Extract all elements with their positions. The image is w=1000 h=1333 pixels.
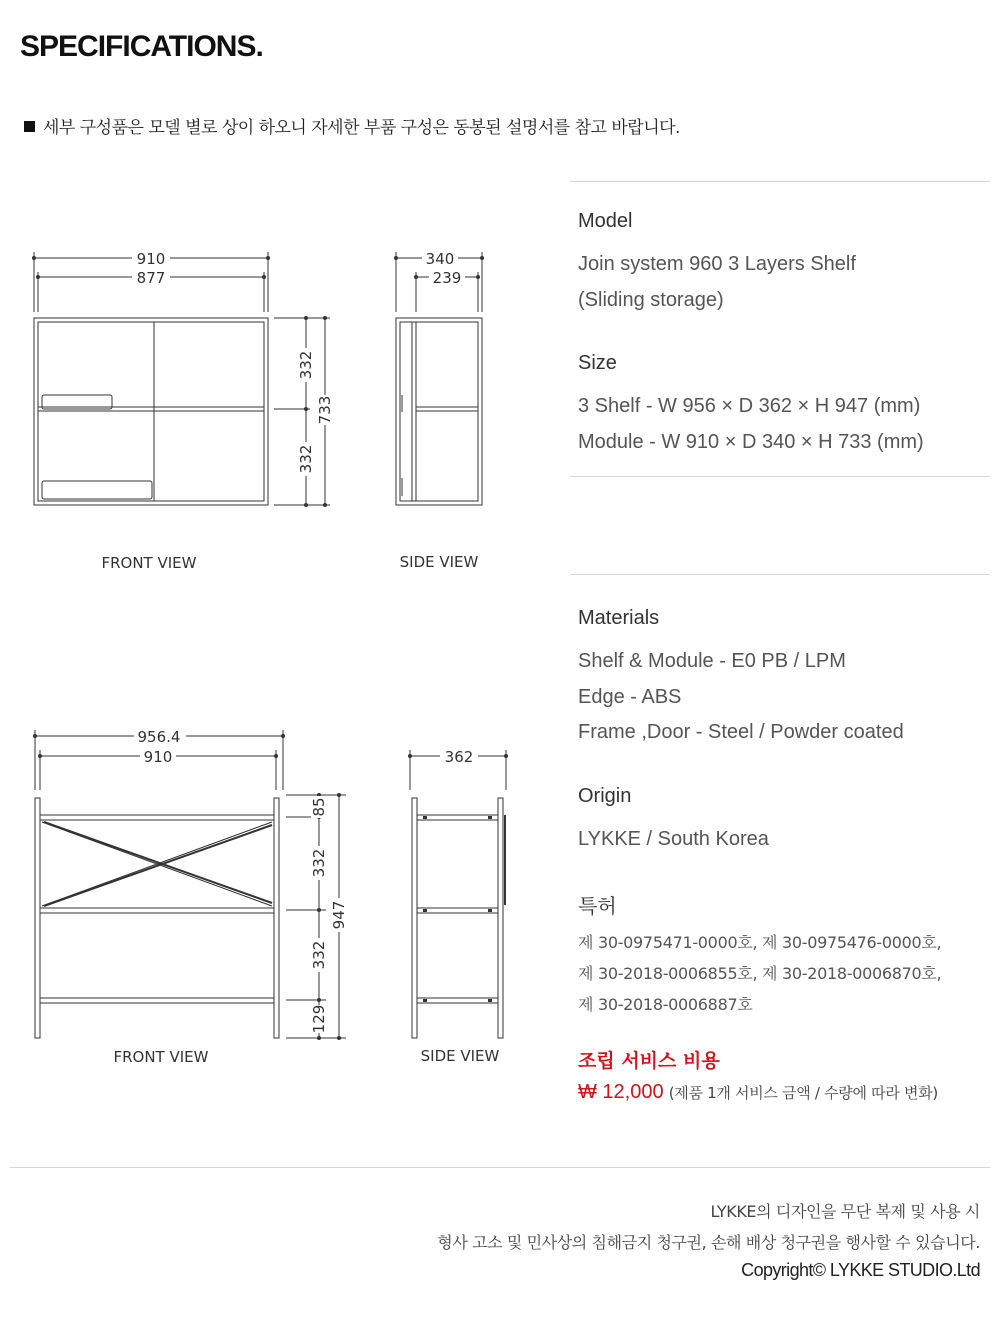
materials-line: Edge - ABS: [578, 685, 682, 708]
origin-section: [578, 785, 769, 858]
service-price-line: [578, 1081, 938, 1104]
model-section: [578, 210, 856, 318]
module-side-caption: SIDE VIEW: [399, 553, 479, 571]
copyright: Copyright© LYKKE STUDIO.Ltd: [741, 1260, 980, 1280]
model-line: Join system 960 3 Layers Shelf: [578, 253, 856, 275]
service-price: ₩ 12,000: [578, 1081, 664, 1103]
page-title: SPECIFICATIONS.: [20, 30, 263, 63]
shelf-front-width-outer: 956.4: [137, 728, 181, 746]
service-note: (제품 1개 서비스 금액 / 수량에 따라 변화): [668, 1084, 938, 1102]
patent-line: 제 30-2018-0006887호: [578, 995, 753, 1014]
module-front-height-bottom: 332: [297, 444, 315, 474]
shelf-front-height-total: 947: [330, 900, 348, 930]
parts-notice-text: 세부 구성품은 모델 별로 상이 하오니 자세한 부품 구성은 동봉된 설명서를 참고 바랍니다.: [43, 118, 680, 138]
shelf-front-height-bottom: 129: [310, 1004, 328, 1034]
footer-warning-line2: 형사 고소 및 민사상의 침해금지 청구권, 손해 배상 청구권을 행사할 수 있습니다.: [437, 1233, 980, 1252]
module-side-depth-inner: 239: [432, 269, 462, 287]
materials-line: Shelf & Module - E0 PB / LPM: [578, 650, 846, 672]
service-heading: 조립 서비스 비용: [578, 1050, 720, 1072]
materials-heading: Materials: [578, 607, 660, 629]
model-line: (Sliding storage): [578, 288, 724, 311]
module-front-width-outer: 910: [136, 250, 166, 268]
module-side-depth-outer: 340: [425, 250, 455, 268]
patent-line: 제 30-0975471-0000호, 제 30-0975476-0000호,: [578, 933, 942, 952]
materials-line: Frame ,Door - Steel / Powder coated: [578, 721, 904, 743]
module-front-width-inner: 877: [136, 269, 166, 287]
shelf-front-height-top: 85: [310, 797, 328, 817]
materials-section: [578, 607, 904, 751]
shelf-front-caption: FRONT VIEW: [113, 1048, 209, 1066]
module-front-height-top: 332: [297, 350, 315, 380]
origin-heading: Origin: [578, 785, 632, 807]
shelf-front-width-inner: 910: [143, 748, 173, 766]
shelf-front-height-mid2: 332: [310, 940, 328, 970]
module-front-height-total: 733: [316, 395, 334, 425]
shelf-front-drawing: [35, 730, 346, 1038]
patent-section: [578, 890, 941, 1020]
size-line: Module - W 910 × D 340 × H 733 (mm): [578, 430, 924, 453]
model-heading: Model: [578, 210, 633, 232]
size-line: 3 Shelf - W 956 × D 362 × H 947 (mm): [578, 395, 921, 417]
module-side-drawing: [396, 252, 482, 505]
shelf-side-caption: SIDE VIEW: [420, 1047, 500, 1065]
module-front-caption: FRONT VIEW: [101, 554, 197, 572]
shelf-front-height-mid1: 332: [310, 848, 328, 878]
footer-warning-line1: LYKKE의 디자인을 무단 복제 및 사용 시: [710, 1202, 980, 1221]
patent-heading: 특허: [578, 896, 617, 918]
size-heading: Size: [578, 352, 617, 374]
origin-line: LYKKE / South Korea: [578, 828, 769, 850]
patent-line: 제 30-2018-0006855호, 제 30-2018-0006870호,: [578, 964, 942, 983]
shelf-side-drawing: [410, 750, 506, 1038]
shelf-side-depth: 362: [444, 748, 474, 766]
module-front-drawing: [34, 252, 330, 505]
size-section: [578, 352, 924, 460]
